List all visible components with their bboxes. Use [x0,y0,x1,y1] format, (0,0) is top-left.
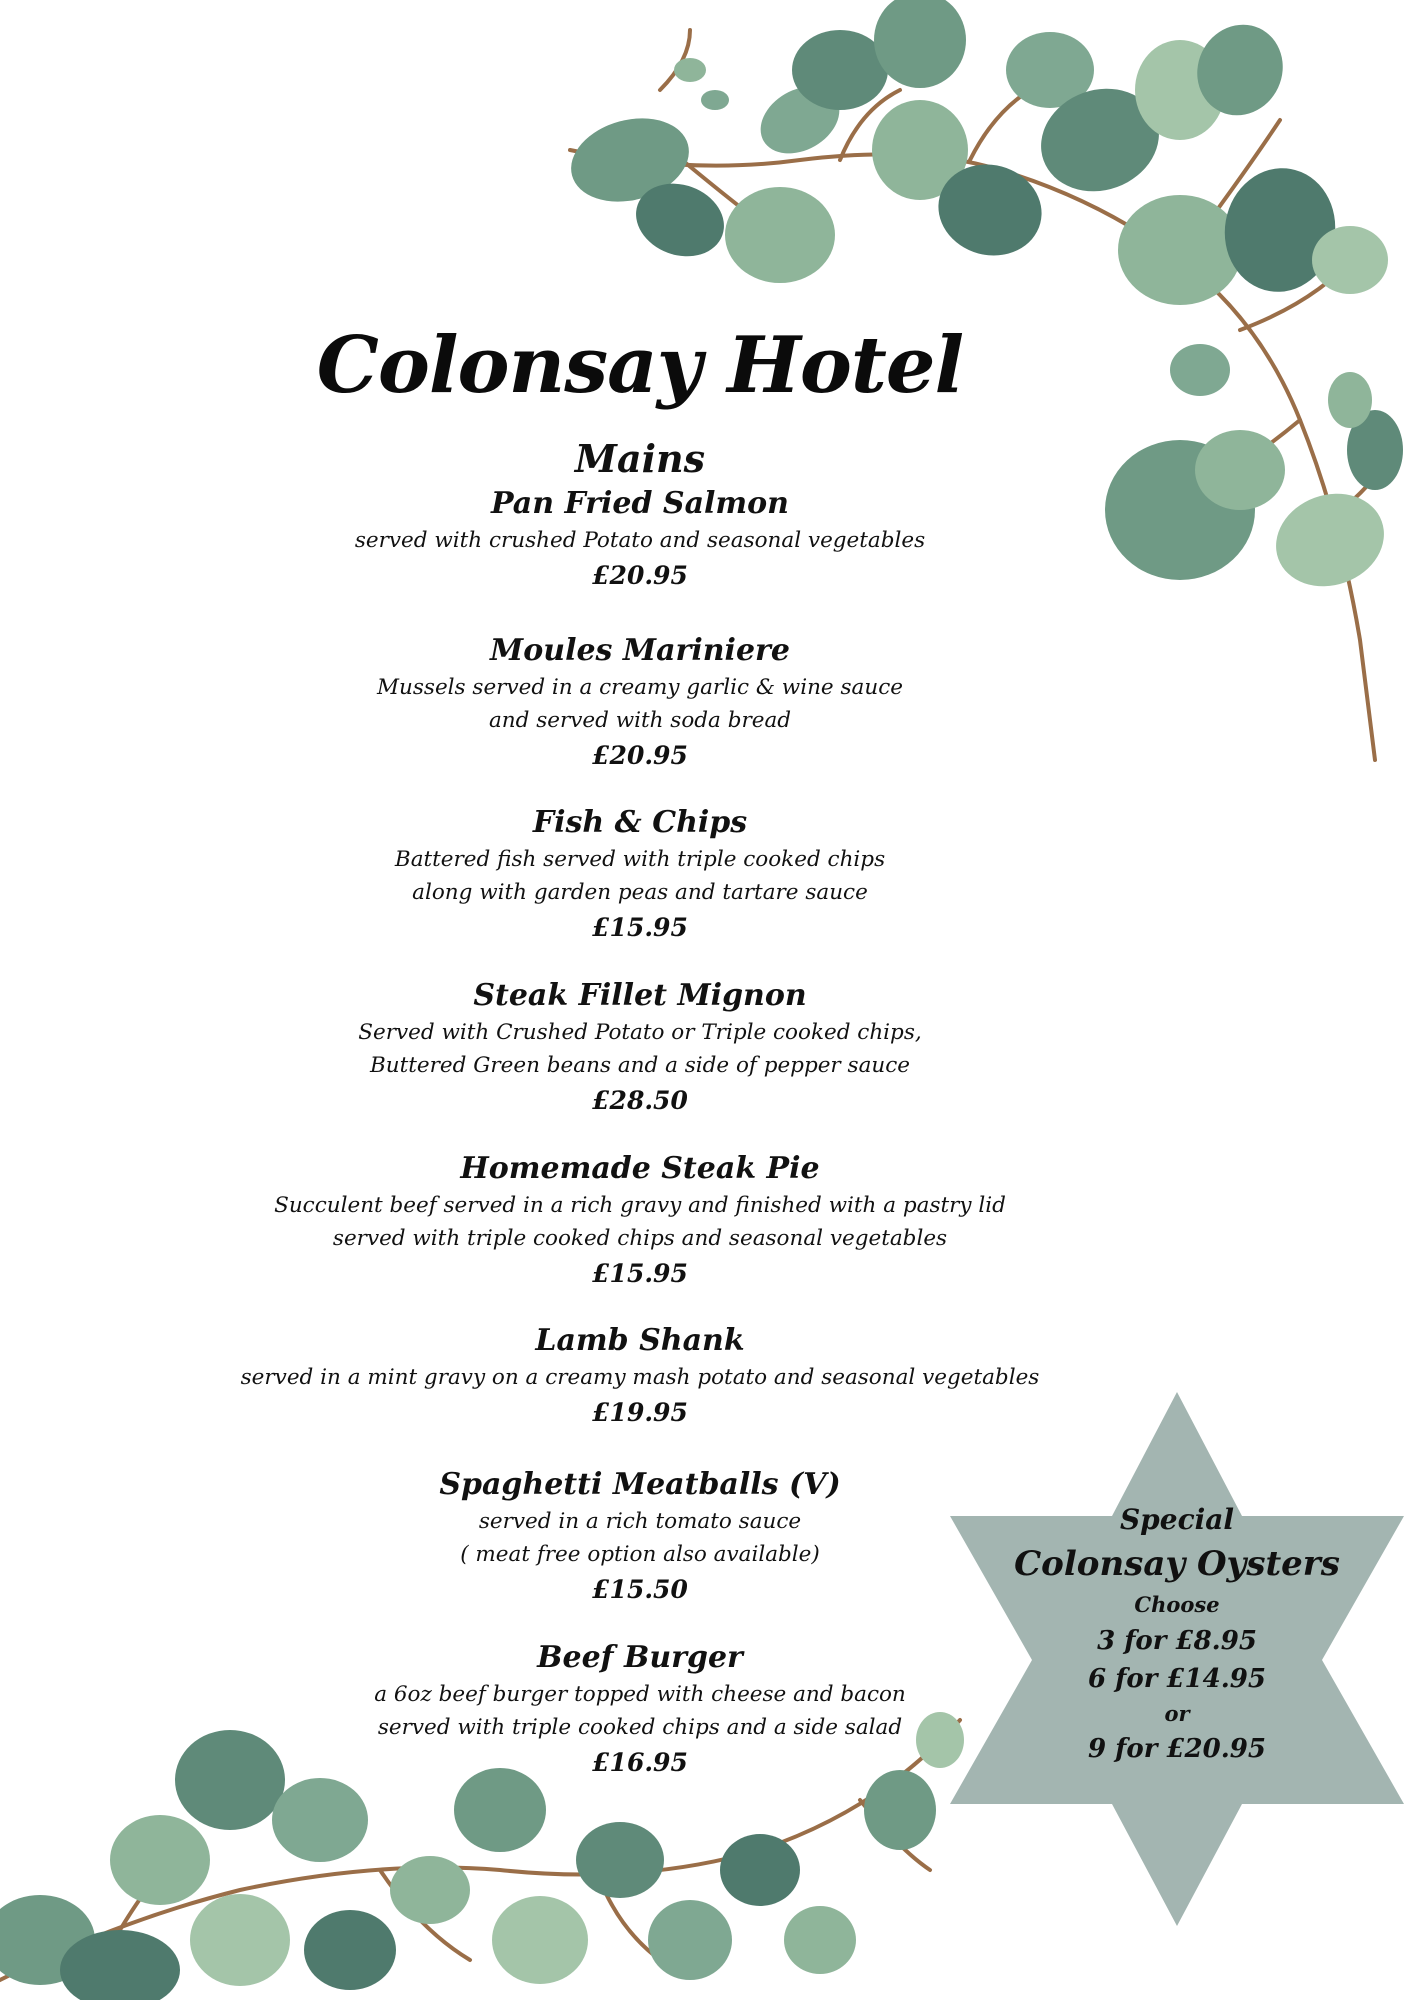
dish-price: £20.95 [592,741,688,770]
dish-name: Spaghetti Meatballs (V) [439,1467,841,1502]
dish-price: £16.95 [592,1748,688,1777]
dish-description: served with triple cooked chips and seasonal vegetables [332,1226,948,1251]
menu-item [160,484,1120,594]
menu-item [160,803,1120,946]
special-or: or [1164,1701,1190,1726]
dish-description: served in a mint gravy on a creamy mash potato and seasonal vegetables [240,1365,1040,1390]
dish-name: Homemade Steak Pie [460,1151,820,1186]
dish-description: served with crushed Potato and seasonal vegetables [354,528,926,553]
section-title-mains: Mains [574,436,706,481]
menu-item [160,976,1120,1119]
dish-name: Steak Fillet Mignon [473,978,807,1013]
special-option-9: 9 for £20.95 [1088,1734,1266,1764]
dish-name: Moules Mariniere [490,633,790,668]
dish-name: Beef Burger [537,1640,743,1675]
dish-description: and served with soda bread [488,708,792,733]
special-choose: Choose [1134,1592,1220,1617]
dish-description: ( meat free option also available) [460,1542,820,1567]
special-option-3: 3 for £8.95 [1097,1626,1257,1656]
hotel-title: Colonsay Hotel [316,320,964,411]
special-offer [950,1500,1404,1768]
dish-price: £28.50 [592,1086,688,1115]
dish-name: Fish & Chips [532,805,748,840]
dish-name: Pan Fried Salmon [491,486,789,521]
dish-price: £15.95 [592,913,688,942]
dish-description: served with triple cooked chips and a side salad [377,1715,903,1740]
dish-price: £19.95 [592,1398,688,1427]
dish-name: Lamb Shank [535,1323,745,1358]
dish-description: Battered fish served with triple cooked chips [394,847,886,872]
dish-description: Succulent beef served in a rich gravy and finished with a pastry lid [274,1193,1006,1218]
special-label: Special [1119,1503,1235,1536]
dish-description: along with garden peas and tartare sauce [412,880,868,905]
dish-description: a 6oz beef burger topped with cheese and bacon [374,1682,906,1707]
special-name: Colonsay Oysters [1014,1544,1340,1584]
dish-description: Served with Crushed Potato or Triple cooked chips, [358,1020,922,1045]
dish-description: Buttered Green beans and a side of pepper sauce [369,1053,911,1078]
dish-price: £15.50 [592,1575,688,1604]
dish-price: £15.95 [592,1259,688,1288]
dish-price: £20.95 [592,561,688,590]
menu-item [160,631,1120,774]
dish-description: Mussels served in a creamy garlic & wine sauce [377,675,903,700]
special-option-6: 6 for £14.95 [1088,1664,1266,1694]
menu-item [160,1149,1120,1292]
dish-description: served in a rich tomato sauce [478,1509,802,1534]
